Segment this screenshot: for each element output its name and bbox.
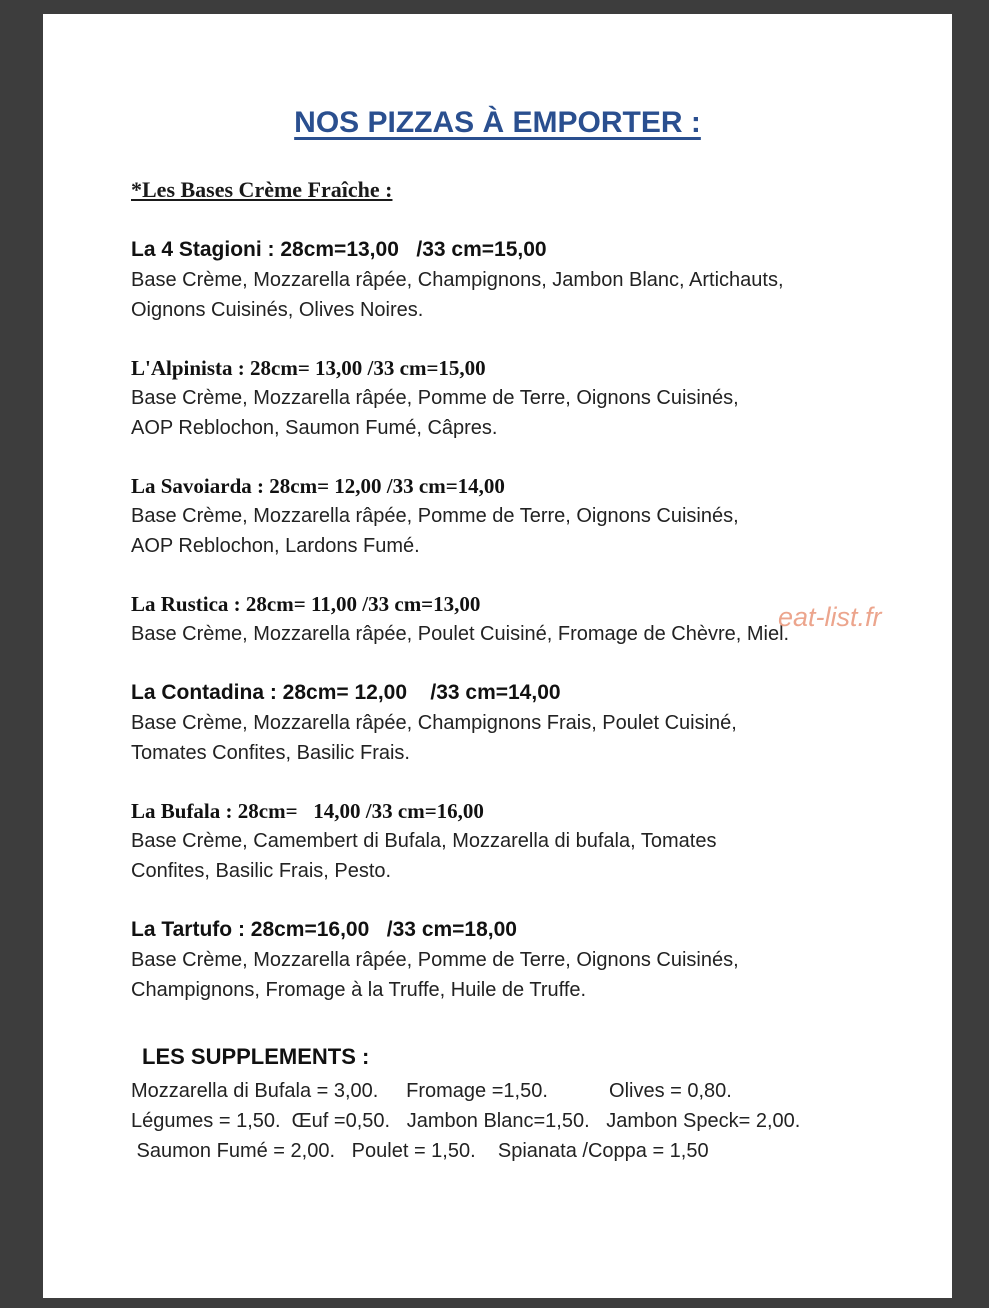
pizza-heading: La 4 Stagioni : 28cm=13,00 /33 cm=15,00 bbox=[131, 238, 547, 261]
pizza-item bbox=[131, 235, 891, 325]
section-title: *Les Bases Crème Fraîche : bbox=[131, 177, 393, 202]
menu-page bbox=[43, 14, 952, 1298]
pizza-description: Base Crème, Mozzarella râpée, Champignons, Jambon Blanc, Artichauts, Oignons Cuisinés, Olives Noires. bbox=[131, 269, 784, 321]
pizza-heading: L'Alpinista : 28cm= 13,00 /33 cm=15,00 bbox=[131, 356, 486, 380]
pizza-description: Base Crème, Mozzarella râpée, Champignons Frais, Poulet Cuisiné, Tomates Confites, Basilic Frais. bbox=[131, 712, 737, 764]
pizza-description: Base Crème, Camembert di Bufala, Mozzarella di bufala, Tomates Confites, Basilic Frais, Pesto. bbox=[131, 830, 717, 882]
pizza-heading: La Tartufo : 28cm=16,00 /33 cm=18,00 bbox=[131, 918, 517, 941]
pizza-heading: La Rustica : 28cm= 11,00 /33 cm=13,00 bbox=[131, 592, 481, 616]
pizza-item bbox=[131, 589, 891, 649]
pizza-description: Base Crème, Mozzarella râpée, Pomme de Terre, Oignons Cuisinés, AOP Reblochon, Lardons Fumé. bbox=[131, 505, 739, 557]
pizza-item bbox=[131, 353, 891, 443]
pizza-item bbox=[131, 678, 891, 768]
supplements-line: Mozzarella di Bufala = 3,00. Fromage =1,50. Olives = 0,80. bbox=[131, 1080, 732, 1102]
supplements-title: LES SUPPLEMENTS : bbox=[142, 1044, 370, 1069]
pizza-heading: La Bufala : 28cm= 14,00 /33 cm=16,00 bbox=[131, 799, 484, 823]
pizza-description: Base Crème, Mozzarella râpée, Poulet Cuisiné, Fromage de Chèvre, Miel. bbox=[131, 623, 790, 645]
page-title: NOS PIZZAS À EMPORTER : bbox=[294, 106, 701, 139]
watermark: eat-list.fr bbox=[778, 602, 882, 632]
pizza-item bbox=[131, 471, 891, 561]
pizza-description: Base Crème, Mozzarella râpée, Pomme de Terre, Oignons Cuisinés, Champignons, Fromage à la Truffe, Huile de Truffe. bbox=[131, 949, 739, 1001]
pizza-heading: La Savoiarda : 28cm= 12,00 /33 cm=14,00 bbox=[131, 474, 505, 498]
pizza-item bbox=[131, 796, 891, 886]
supplements-line: Saumon Fumé = 2,00. Poulet = 1,50. Spianata /Coppa = 1,50 bbox=[131, 1140, 709, 1162]
pizza-item bbox=[131, 915, 891, 1005]
pizza-heading: La Contadina : 28cm= 12,00 /33 cm=14,00 bbox=[131, 681, 561, 704]
pizza-description: Base Crème, Mozzarella râpée, Pomme de Terre, Oignons Cuisinés, AOP Reblochon, Saumon Fumé, Câpres. bbox=[131, 387, 739, 439]
supplements-line: Légumes = 1,50. Œuf =0,50. Jambon Blanc=1,50. Jambon Speck= 2,00. bbox=[131, 1110, 801, 1132]
